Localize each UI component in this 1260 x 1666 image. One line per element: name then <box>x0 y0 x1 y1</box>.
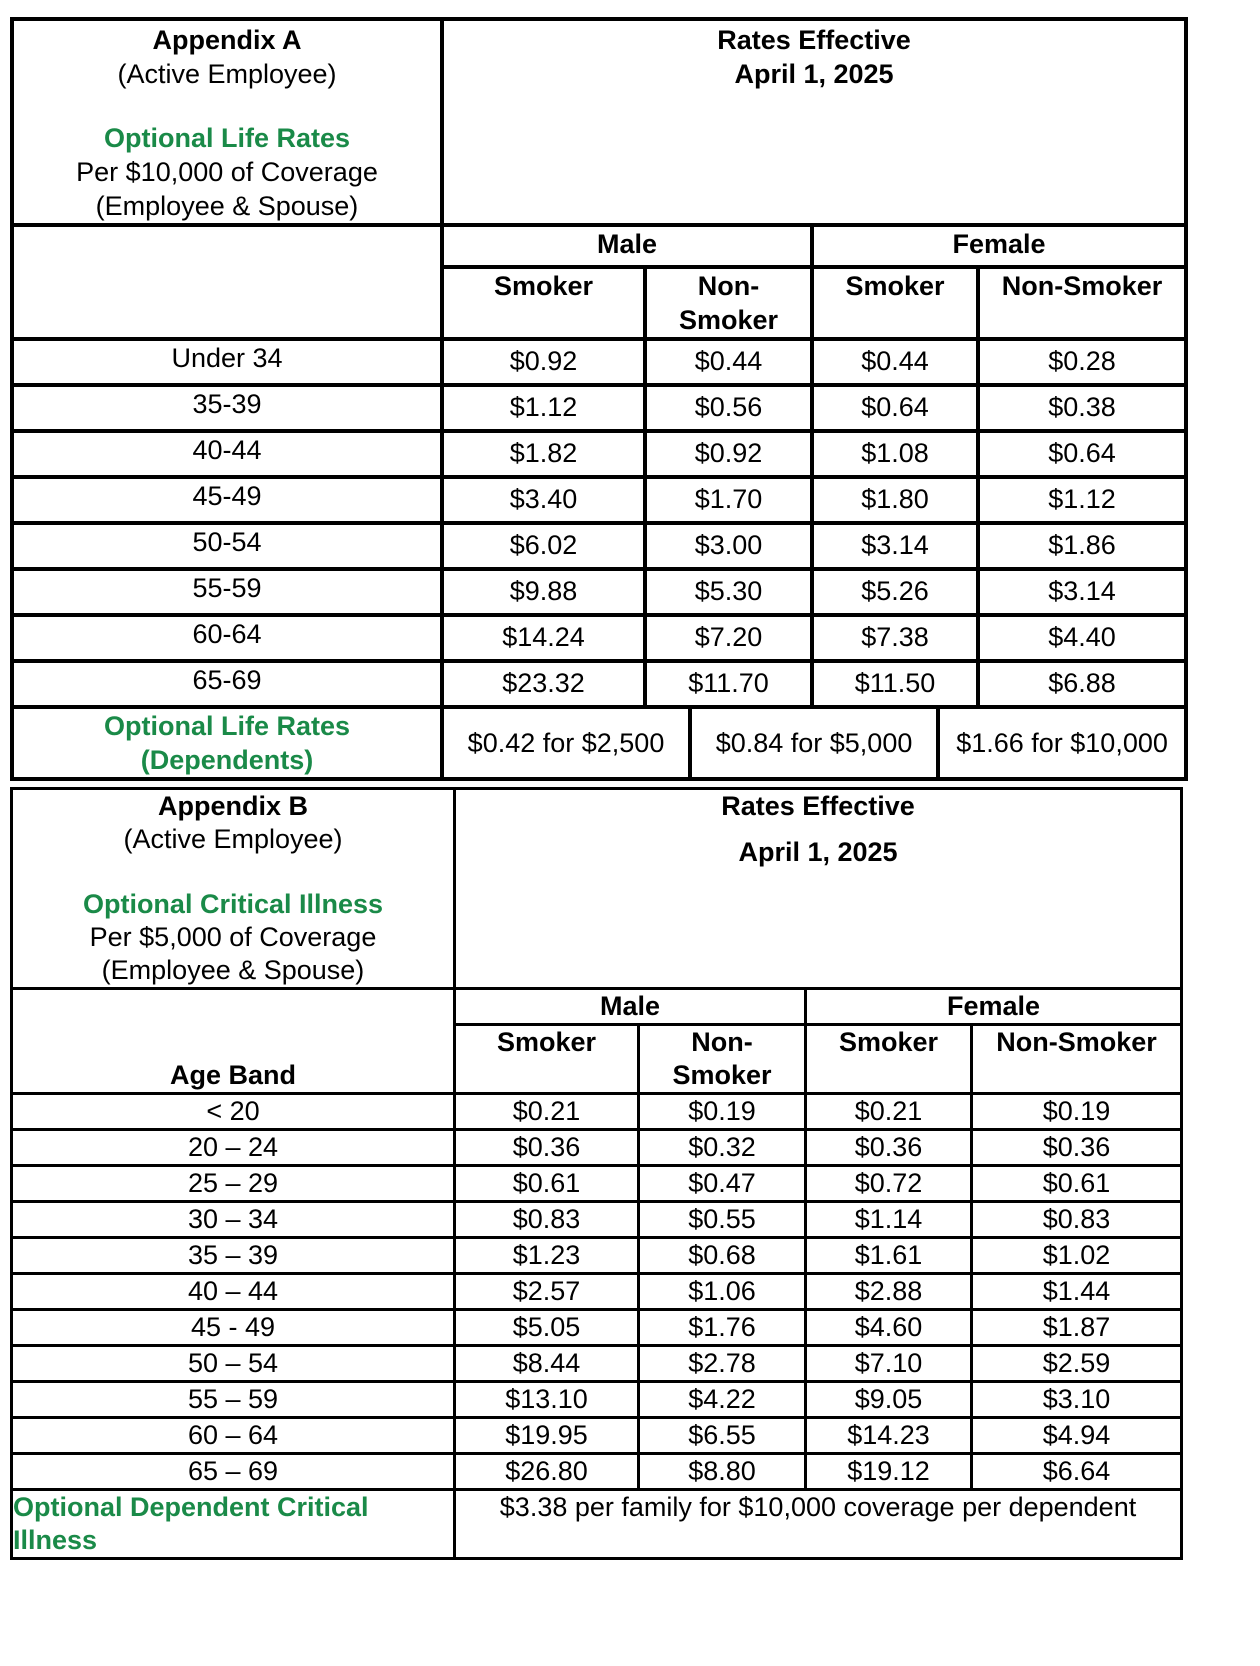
appendix-b-rate-cell: $4.22 <box>639 1382 806 1418</box>
appendix-b-female-header: Female <box>806 989 1182 1025</box>
appendix-b-effective-cell <box>455 789 1182 989</box>
appendix-a-col-female-nonsmoker: Non-Smoker <box>978 267 1186 339</box>
appendix-b-age-band: 60 – 64 <box>12 1418 455 1454</box>
appendix-b-rate-cell: $1.61 <box>806 1238 972 1274</box>
appendix-a-rate-cell: $3.40 <box>442 477 645 523</box>
appendix-b-rate-cell: $2.88 <box>806 1274 972 1310</box>
appendix-a-age-band: 35-39 <box>12 385 442 431</box>
appendix-b-rate-row <box>12 1094 1182 1130</box>
appendix-a-rate-cell: $0.44 <box>645 339 812 385</box>
appendix-b-age-band: 55 – 59 <box>12 1382 455 1418</box>
appendix-b-rate-cell: $1.23 <box>455 1238 639 1274</box>
appendix-b-rate-cell: $19.12 <box>806 1454 972 1490</box>
appendix-a-rate-cell: $23.32 <box>442 661 645 707</box>
appendix-b-rate-cell: $7.10 <box>806 1346 972 1382</box>
appendix-a-applies-to: (Employee & Spouse) <box>95 191 359 221</box>
appendix-b-rate-cell: $0.47 <box>639 1166 806 1202</box>
appendix-a-rate-cell: $14.24 <box>442 615 645 661</box>
appendix-b-rate-row <box>12 1346 1182 1382</box>
appendix-b-applies-to: (Employee & Spouse) <box>101 955 365 985</box>
appendix-b-rate-row <box>12 1274 1182 1310</box>
appendix-a-rate-cell: $6.88 <box>978 661 1186 707</box>
appendix-b-rate-cell: $13.10 <box>455 1382 639 1418</box>
appendix-b-rate-cell: $0.55 <box>639 1202 806 1238</box>
appendix-a-coverage: Per $10,000 of Coverage <box>76 157 378 187</box>
appendix-b-rate-row <box>12 1418 1182 1454</box>
appendix-a-rate-cell: $0.38 <box>978 385 1186 431</box>
appendix-b-coverage: Per $5,000 of Coverage <box>89 922 377 952</box>
appendix-b-age-band: 50 – 54 <box>12 1346 455 1382</box>
appendix-b-rate-row <box>12 1130 1182 1166</box>
appendix-a-rate-cell: $3.14 <box>978 569 1186 615</box>
appendix-a-age-band: 55-59 <box>12 569 442 615</box>
appendix-b-rate-cell: $8.44 <box>455 1346 639 1382</box>
appendix-b-rate-cell: $9.05 <box>806 1382 972 1418</box>
appendix-a-effective-date: April 1, 2025 <box>734 59 894 89</box>
appendix-a-rate-cell: $1.08 <box>812 431 978 477</box>
appendix-a-effective-cell <box>442 19 1186 225</box>
appendix-b-header-row <box>12 789 1182 989</box>
appendix-a-dependent-rate: $0.42 for $2,500 <box>467 728 665 758</box>
appendix-b-rate-row <box>12 1202 1182 1238</box>
appendix-a-rate-row <box>12 615 1186 661</box>
appendix-b-age-band: < 20 <box>12 1094 455 1130</box>
appendix-a-dependent-rate: $0.84 for $5,000 <box>688 709 936 777</box>
appendix-a-rate-cell: $0.28 <box>978 339 1186 385</box>
appendix-a-section: Optional Life Rates <box>103 123 351 153</box>
appendix-b-age-band-header: Age Band <box>12 989 455 1094</box>
appendix-a-male-header: Male <box>442 225 812 267</box>
appendix-a-rate-row <box>12 385 1186 431</box>
appendix-b-age-band: 45 - 49 <box>12 1310 455 1346</box>
appendix-b-subtitle: (Active Employee) <box>123 824 343 854</box>
appendix-b-col-female-nonsmoker: Non-Smoker <box>972 1025 1182 1094</box>
appendix-a-age-band: 40-44 <box>12 431 442 477</box>
appendix-a-rate-cell: $5.26 <box>812 569 978 615</box>
appendix-b-rate-cell: $0.36 <box>806 1130 972 1166</box>
appendix-a-effective-line1: Rates Effective <box>717 25 911 55</box>
appendix-a-rate-cell: $11.50 <box>812 661 978 707</box>
appendix-a-dependent-rate: $1.66 for $10,000 <box>936 709 1184 777</box>
appendix-b-rate-row <box>12 1238 1182 1274</box>
appendix-a-rate-cell: $7.20 <box>645 615 812 661</box>
appendix-b-rate-cell: $1.06 <box>639 1274 806 1310</box>
appendix-a-rate-cell: $4.40 <box>978 615 1186 661</box>
appendix-b-rate-cell: $0.21 <box>455 1094 639 1130</box>
appendix-b-rate-cell: $8.80 <box>639 1454 806 1490</box>
appendix-b-col-male-nonsmoker: Non- Smoker <box>639 1025 806 1094</box>
appendix-b-rate-cell: $0.68 <box>639 1238 806 1274</box>
appendix-b-rate-cell: $2.57 <box>455 1274 639 1310</box>
appendix-a-header-row <box>12 19 1186 225</box>
appendix-b-rate-cell: $0.36 <box>455 1130 639 1166</box>
appendix-a-rate-cell: $0.64 <box>978 431 1186 477</box>
appendix-a-age-band: Under 34 <box>12 339 442 385</box>
appendix-b-section: Optional Critical Illness <box>82 889 384 919</box>
appendix-a-col-male-nonsmoker: Non- Smoker <box>645 267 812 339</box>
appendix-b-rate-row <box>12 1310 1182 1346</box>
appendix-a-subtitle: (Active Employee) <box>117 59 337 89</box>
appendix-b-rate-cell: $1.87 <box>972 1310 1182 1346</box>
appendix-b-rate-cell: $2.78 <box>639 1346 806 1382</box>
appendix-a-rate-cell: $0.56 <box>645 385 812 431</box>
appendix-b-effective-line1: Rates Effective <box>721 791 915 821</box>
appendix-a-rate-row <box>12 569 1186 615</box>
appendix-b-rate-row <box>12 1454 1182 1490</box>
appendix-a-age-band: 60-64 <box>12 615 442 661</box>
appendix-a-rate-cell: $1.70 <box>645 477 812 523</box>
appendix-b-table <box>10 787 1183 1560</box>
appendix-a-rate-cell: $3.14 <box>812 523 978 569</box>
appendix-a-age-band: 45-49 <box>12 477 442 523</box>
appendix-b-dependents-label: Optional Dependent Critical Illness <box>12 1490 455 1559</box>
appendix-a-age-band: 50-54 <box>12 523 442 569</box>
appendix-b-rate-row <box>12 1382 1182 1418</box>
appendix-b-age-band: 20 – 24 <box>12 1130 455 1166</box>
appendix-b-rate-cell: $19.95 <box>455 1418 639 1454</box>
appendix-b-rate-cell: $1.02 <box>972 1238 1182 1274</box>
appendix-a-rate-cell: $0.92 <box>442 339 645 385</box>
appendix-a-rate-cell: $9.88 <box>442 569 645 615</box>
appendix-b-gender-row <box>12 989 1182 1025</box>
appendix-a-dependents-rates <box>442 707 1186 779</box>
appendix-b-rate-row <box>12 1166 1182 1202</box>
appendix-b-rate-cell: $0.83 <box>972 1202 1182 1238</box>
appendix-b-rate-cell: $0.19 <box>639 1094 806 1130</box>
appendix-a-rate-rows <box>12 339 1186 707</box>
appendix-b-effective-date: April 1, 2025 <box>738 837 898 867</box>
appendix-b-rate-cell: $0.36 <box>972 1130 1182 1166</box>
appendix-b-title: Appendix B <box>157 791 308 821</box>
appendix-b-col-male-smoker: Smoker <box>455 1025 639 1094</box>
appendix-b-rate-rows <box>12 1094 1182 1490</box>
appendix-b-rate-cell: $0.21 <box>806 1094 972 1130</box>
appendix-b-rate-cell: $1.44 <box>972 1274 1182 1310</box>
appendix-a-rate-cell: $0.44 <box>812 339 978 385</box>
appendix-b-rate-cell: $2.59 <box>972 1346 1182 1382</box>
appendix-b-age-band: 40 – 44 <box>12 1274 455 1310</box>
appendix-a-table <box>10 17 1188 781</box>
appendix-b-col-female-smoker: Smoker <box>806 1025 972 1094</box>
appendix-a-age-header <box>12 225 442 339</box>
appendix-b-rate-cell: $26.80 <box>455 1454 639 1490</box>
appendix-a-title-cell <box>12 19 442 225</box>
appendix-a-rate-cell: $0.92 <box>645 431 812 477</box>
appendix-b-rate-cell: $4.60 <box>806 1310 972 1346</box>
appendix-a-rate-cell: $5.30 <box>645 569 812 615</box>
appendix-a-dependents-label-line1: Optional Life Rates <box>103 711 351 741</box>
appendix-a-rate-cell: $1.82 <box>442 431 645 477</box>
appendix-b-rate-cell: $14.23 <box>806 1418 972 1454</box>
appendix-b-dependents-rate: $3.38 per family for $10,000 coverage per dependent <box>455 1490 1182 1559</box>
appendix-a-rate-cell: $1.12 <box>442 385 645 431</box>
appendix-b-age-band: 35 – 39 <box>12 1238 455 1274</box>
appendix-a-col-male-smoker: Smoker <box>442 267 645 339</box>
appendix-b-rate-cell: $6.55 <box>639 1418 806 1454</box>
appendix-a-rate-cell: $7.38 <box>812 615 978 661</box>
appendix-a-col-female-smoker: Smoker <box>812 267 978 339</box>
appendix-a-rate-row <box>12 477 1186 523</box>
appendix-a-rate-cell: $0.64 <box>812 385 978 431</box>
appendix-a-rate-row <box>12 523 1186 569</box>
appendix-b-dependents-row <box>12 1490 1182 1559</box>
appendix-b-rate-cell: $0.19 <box>972 1094 1182 1130</box>
appendix-a-age-band: 65-69 <box>12 661 442 707</box>
appendix-b-rate-cell: $0.61 <box>455 1166 639 1202</box>
appendix-b-rate-cell: $6.64 <box>972 1454 1182 1490</box>
appendix-b-title-cell <box>12 789 455 989</box>
appendix-a-rate-row <box>12 431 1186 477</box>
appendix-a-dependents-label <box>12 707 442 779</box>
appendix-b-rate-cell: $4.94 <box>972 1418 1182 1454</box>
appendix-b-age-band: 65 – 69 <box>12 1454 455 1490</box>
appendix-b-rate-cell: $1.14 <box>806 1202 972 1238</box>
appendix-b-age-band: 25 – 29 <box>12 1166 455 1202</box>
appendix-a-dependents-label-line2: (Dependents) <box>140 745 314 775</box>
appendix-b-rate-cell: $0.72 <box>806 1166 972 1202</box>
appendix-a-rate-cell: $6.02 <box>442 523 645 569</box>
appendix-a-gender-row <box>12 225 1186 267</box>
appendix-b-rate-cell: $0.32 <box>639 1130 806 1166</box>
appendix-b-rate-cell: $5.05 <box>455 1310 639 1346</box>
appendix-b-rate-cell: $0.61 <box>972 1166 1182 1202</box>
appendix-a-rate-row <box>12 339 1186 385</box>
appendix-a-rate-cell: $11.70 <box>645 661 812 707</box>
appendix-a-rate-cell: $3.00 <box>645 523 812 569</box>
appendix-b-rate-cell: $3.10 <box>972 1382 1182 1418</box>
appendix-a-rate-cell: $1.86 <box>978 523 1186 569</box>
appendix-a-rate-cell: $1.80 <box>812 477 978 523</box>
appendix-a-female-header: Female <box>812 225 1186 267</box>
appendix-b-male-header: Male <box>455 989 806 1025</box>
appendix-b-rate-cell: $1.76 <box>639 1310 806 1346</box>
appendix-a-title: Appendix A <box>152 25 302 55</box>
appendix-a-dependents-row <box>12 707 1186 779</box>
appendix-b-age-band: 30 – 34 <box>12 1202 455 1238</box>
appendix-a-rate-row <box>12 661 1186 707</box>
appendix-a-rate-cell: $1.12 <box>978 477 1186 523</box>
appendix-b-rate-cell: $0.83 <box>455 1202 639 1238</box>
